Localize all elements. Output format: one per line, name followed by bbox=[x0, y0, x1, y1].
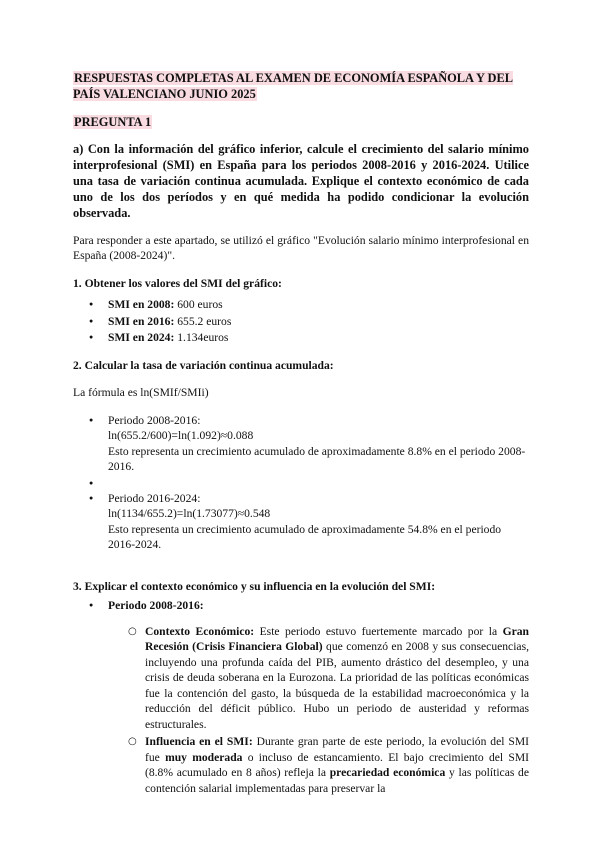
context-item: ○ Contexto Económico: Este periodo estuvo fuertemente marcado por la Gran Recesión (Crisis Financiera Global) que comenzó en 2008 y sus consecuencias, incluyendo una profunda caída del PIB, aumento drástico del desempleo, y una crisis de deuda soberana en la Eurozona. La prioridad de las políticas económicas fue la contención del gasto, la búsqueda de la estabilidad macroeconómica y la reducción del déficit público. Hubo un periodo de austeridad y reformas estructurales. bbox=[128, 624, 529, 731]
influence-item: ○ Influencia en el SMI: Durante gran parte de este periodo, la evolución del SMI fue muy moderada o incluso de estancamiento. El bajo crecimiento del SMI (8.8% acumulado en 8 años) refleja la precariedad económica y las políticas de contención salarial implementadas para preservar la bbox=[128, 735, 530, 795]
document-content bbox=[73, 70, 529, 798]
step3-heading: 3. Explicar el contexto económico y su influencia en la evolución del SMI: bbox=[73, 579, 436, 593]
step2-heading: 2. Calcular la tasa de variación continua acumulada: bbox=[73, 358, 334, 372]
document-title: RESPUESTAS COMPLETAS AL EXAMEN DE ECONOMÍA ESPAÑOLA Y DEL PAÍS VALENCIANO JUNIO 2025 bbox=[73, 71, 514, 101]
list-item: ● SMI en 2016: 655.2 euros bbox=[73, 314, 529, 330]
periods-list bbox=[73, 413, 529, 553]
circle-bullet-icon: ○ bbox=[128, 736, 137, 747]
intro-paragraph: Para responder a este apartado, se utilizó el gráfico "Evolución salario mínimo interprofesional en España (2008-2024)". bbox=[73, 233, 529, 262]
smi-values-list bbox=[73, 297, 529, 346]
step1-heading: 1. Obtener los valores del SMI del gráfico: bbox=[73, 276, 282, 290]
list-item: ● Periodo 2016-2024: ln(1134/655.2)=ln(1.73077)≈0.548 Esto representa un crecimiento acumulado de aproximadamente 54.8% en el periodo 2016-2024. bbox=[73, 491, 529, 553]
circle-bullet-icon: ○ bbox=[128, 625, 137, 637]
question-number: PREGUNTA 1 bbox=[74, 115, 152, 129]
formula-text: La fórmula es ln(SMIf/SMIi) bbox=[73, 386, 209, 399]
period-list bbox=[73, 598, 529, 614]
spacer bbox=[73, 476, 529, 490]
list-item: ● SMI en 2024: 1.134euros bbox=[73, 330, 529, 346]
list-item: ● Periodo 2008-2016: ln(655.2/600)=ln(1.092)≈0.088 Esto representa un crecimiento acumulado de aproximadamente 8.8% en el periodo 2008-2016. bbox=[73, 413, 529, 475]
question-text: a) Con la información del gráfico inferior, calcule el crecimiento del salario mínimo interprofesional (SMI) en España para los periodos 2008-2016 y 2016-2024. Utilice una tasa de variación continua acumulada. Explique el contexto económico de cada uno de los dos períodos y en qué medida ha podido condicionar la evolución observada. bbox=[73, 141, 529, 220]
list-item: ● SMI en 2008: 600 euros bbox=[73, 297, 529, 313]
list-item: ● Periodo 2008-2016: bbox=[73, 598, 529, 614]
